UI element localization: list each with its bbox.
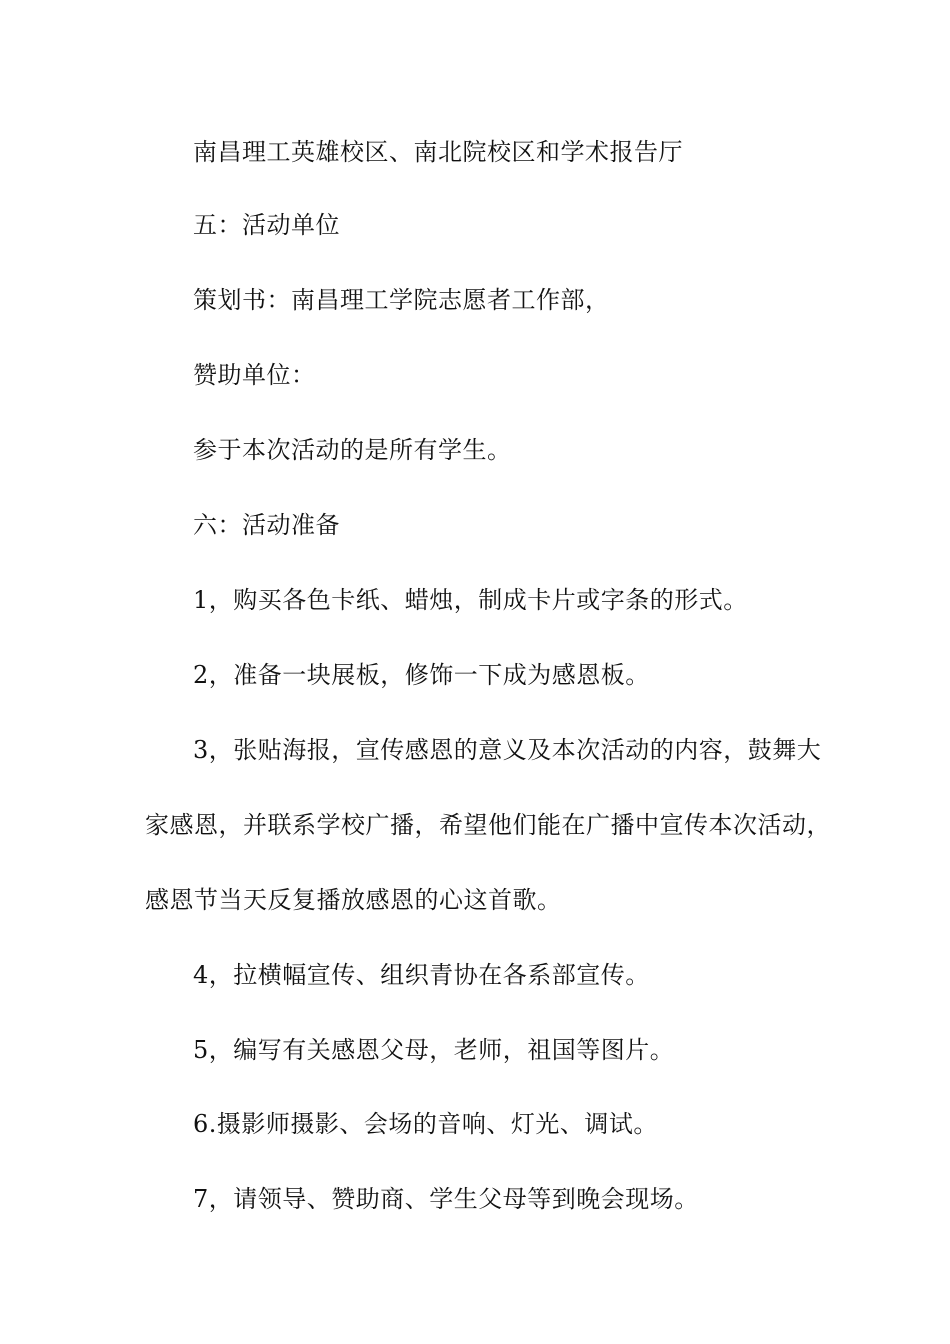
prep-item-5: 5，编写有关感恩父母，老师，祖国等图片。 [193,1036,675,1064]
prep-item-7: 7，请领导、赞助商、学生父母等到晚会现场。 [193,1185,699,1213]
section-heading-units: 五：活动单位 [193,211,340,239]
prep-item-6: 6.摄影师摄影、会场的音响、灯光、调试。 [193,1110,658,1138]
prep-item-3-line-3: 感恩节当天反复播放感恩的心这首歌。 [145,886,562,914]
prep-item-3-line-2: 家感恩，并联系学校广播，希望他们能在广播中宣传本次活动， [145,811,831,839]
section-heading-preparation: 六：活动准备 [193,511,340,539]
prep-item-3-line-1: 3，张贴海报，宣传感恩的意义及本次活动的内容，鼓舞大 [193,736,822,764]
prep-item-1: 1，购买各色卡纸、蜡烛，制成卡片或字条的形式。 [193,586,748,614]
organizer-line: 策划书：南昌理工学院志愿者工作部， [193,286,610,314]
sponsor-line: 赞助单位： [193,361,316,389]
prep-item-2: 2，准备一块展板，修饰一下成为感恩板。 [193,661,650,689]
prep-item-4: 4，拉横幅宣传、组织青协在各系部宣传。 [193,961,650,989]
venue-line: 南昌理工英雄校区、南北院校区和学术报告厅 [193,138,683,166]
participants-line: 参于本次活动的是所有学生。 [193,436,512,464]
